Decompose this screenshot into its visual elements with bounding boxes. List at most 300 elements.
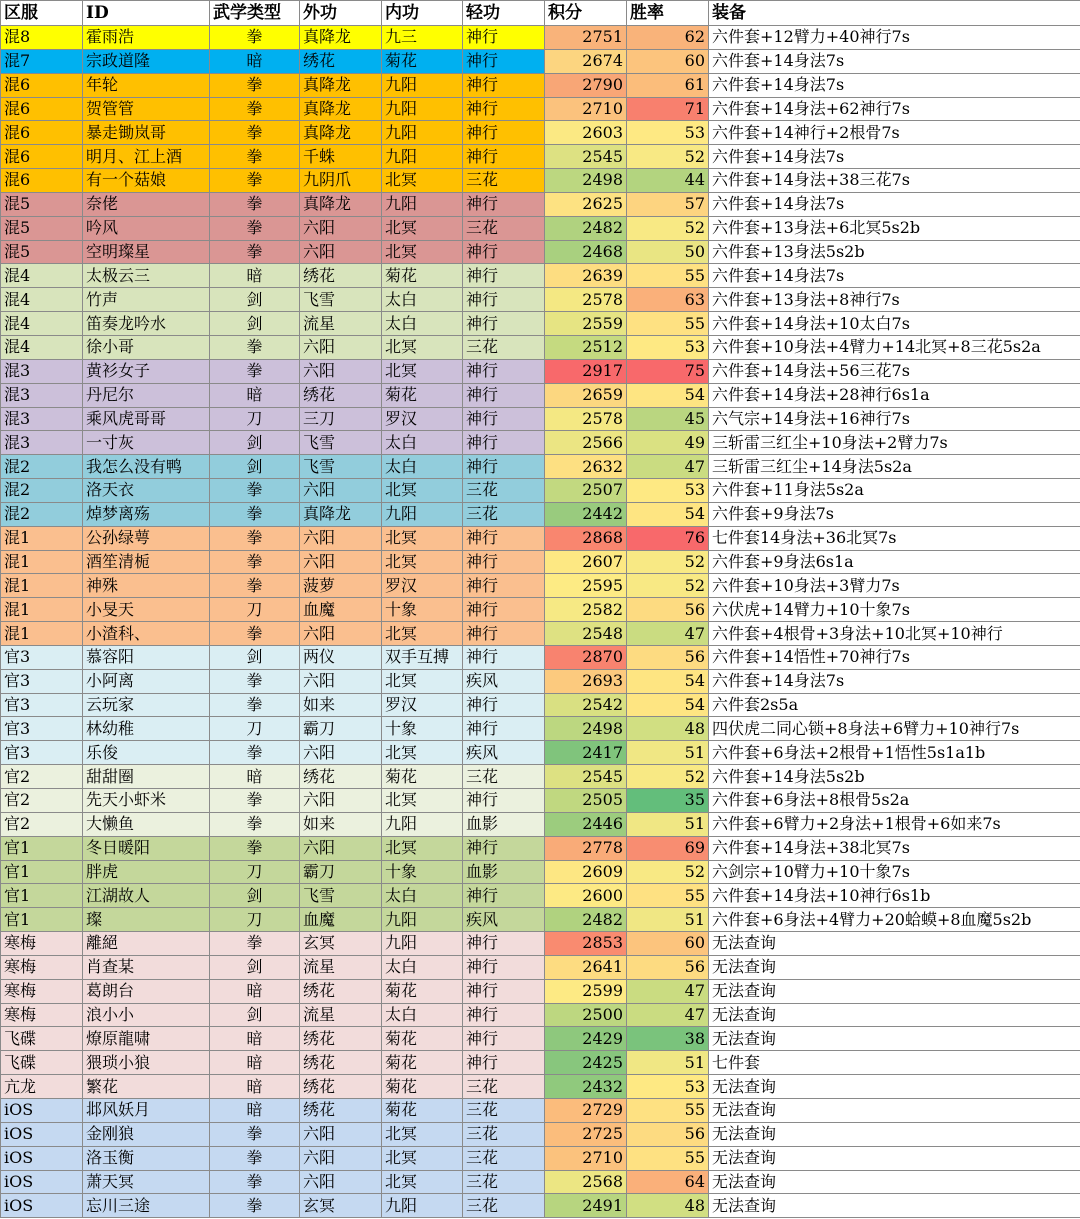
cell-inner[interactable]: 菊花 [382, 1051, 463, 1075]
cell-winrate[interactable]: 56 [627, 1122, 709, 1146]
cell-id[interactable]: 丹尼尔 [83, 383, 210, 407]
cell-type[interactable]: 剑 [210, 1003, 300, 1027]
cell-id[interactable]: 金刚狼 [83, 1122, 210, 1146]
cell-outer[interactable]: 绣花 [300, 1027, 382, 1051]
cell-outer[interactable]: 绣花 [300, 1098, 382, 1122]
cell-type[interactable]: 拳 [210, 1122, 300, 1146]
cell-id[interactable]: 明月、江上酒 [83, 145, 210, 169]
cell-id[interactable]: 小阿离 [83, 669, 210, 693]
cell-id[interactable]: 林幼稚 [83, 717, 210, 741]
cell-inner[interactable]: 菊花 [382, 49, 463, 73]
cell-outer[interactable]: 六阳 [300, 836, 382, 860]
cell-equip[interactable]: 无法查询 [709, 1122, 1080, 1146]
cell-equip[interactable]: 六件套+14身法7s [709, 669, 1080, 693]
cell-id[interactable]: 乐俊 [83, 741, 210, 765]
cell-light[interactable]: 神行 [463, 574, 545, 598]
cell-server[interactable]: 混6 [1, 73, 83, 97]
cell-type[interactable]: 剑 [210, 884, 300, 908]
cell-equip[interactable]: 六件套+14身法7s [709, 264, 1080, 288]
cell-equip[interactable]: 无法查询 [709, 979, 1080, 1003]
cell-light[interactable]: 三花 [463, 1170, 545, 1194]
cell-type[interactable]: 拳 [210, 1194, 300, 1218]
cell-score[interactable]: 2710 [545, 1146, 627, 1170]
cell-inner[interactable]: 太白 [382, 312, 463, 336]
cell-score[interactable]: 2425 [545, 1051, 627, 1075]
cell-outer[interactable]: 飞雪 [300, 884, 382, 908]
cell-type[interactable]: 拳 [210, 502, 300, 526]
cell-outer[interactable]: 绣花 [300, 383, 382, 407]
cell-equip[interactable]: 六件套+14身法+10太白7s [709, 312, 1080, 336]
cell-outer[interactable]: 千蛛 [300, 145, 382, 169]
cell-score[interactable]: 2710 [545, 97, 627, 121]
cell-type[interactable]: 拳 [210, 932, 300, 956]
cell-winrate[interactable]: 47 [627, 979, 709, 1003]
cell-score[interactable]: 2659 [545, 383, 627, 407]
header-score[interactable]: 积分 [545, 1, 627, 26]
cell-score[interactable]: 2446 [545, 812, 627, 836]
cell-outer[interactable]: 六阳 [300, 526, 382, 550]
cell-server[interactable]: 混5 [1, 192, 83, 216]
cell-light[interactable]: 神行 [463, 97, 545, 121]
cell-light[interactable]: 神行 [463, 407, 545, 431]
cell-type[interactable]: 拳 [210, 526, 300, 550]
cell-light[interactable]: 疾风 [463, 741, 545, 765]
cell-light[interactable]: 神行 [463, 932, 545, 956]
cell-id[interactable]: 酒笙清栀 [83, 550, 210, 574]
cell-score[interactable]: 2725 [545, 1122, 627, 1146]
cell-id[interactable]: 公孙绿萼 [83, 526, 210, 550]
cell-winrate[interactable]: 55 [627, 884, 709, 908]
cell-server[interactable]: 混6 [1, 169, 83, 193]
cell-equip[interactable]: 六件套+14身法5s2b [709, 765, 1080, 789]
cell-winrate[interactable]: 76 [627, 526, 709, 550]
cell-id[interactable]: 空明璨星 [83, 240, 210, 264]
cell-id[interactable]: 奈佬 [83, 192, 210, 216]
cell-equip[interactable]: 六件套+14身法7s [709, 192, 1080, 216]
cell-server[interactable]: 官3 [1, 741, 83, 765]
cell-type[interactable]: 拳 [210, 26, 300, 50]
cell-winrate[interactable]: 54 [627, 693, 709, 717]
cell-light[interactable]: 神行 [463, 1051, 545, 1075]
cell-inner[interactable]: 罗汉 [382, 407, 463, 431]
cell-id[interactable]: 竹声 [83, 288, 210, 312]
cell-equip[interactable]: 六件套+14身法+62神行7s [709, 97, 1080, 121]
cell-light[interactable]: 神行 [463, 145, 545, 169]
cell-id[interactable]: 離絕 [83, 932, 210, 956]
cell-inner[interactable]: 北冥 [382, 359, 463, 383]
cell-equip[interactable]: 六件套+6身法+8根骨5s2a [709, 789, 1080, 813]
cell-server[interactable]: 官3 [1, 645, 83, 669]
cell-outer[interactable]: 六阳 [300, 359, 382, 383]
cell-server[interactable]: 混4 [1, 288, 83, 312]
cell-id[interactable]: 浪小小 [83, 1003, 210, 1027]
cell-outer[interactable]: 飞雪 [300, 288, 382, 312]
cell-outer[interactable]: 六阳 [300, 479, 382, 503]
cell-light[interactable]: 神行 [463, 884, 545, 908]
cell-id[interactable]: 小渣科、 [83, 622, 210, 646]
cell-id[interactable]: 邶风妖月 [83, 1098, 210, 1122]
cell-inner[interactable]: 太白 [382, 955, 463, 979]
cell-light[interactable]: 神行 [463, 26, 545, 50]
cell-winrate[interactable]: 48 [627, 1194, 709, 1218]
cell-winrate[interactable]: 55 [627, 312, 709, 336]
cell-equip[interactable]: 六件套+14身法+38三花7s [709, 169, 1080, 193]
cell-outer[interactable]: 如来 [300, 693, 382, 717]
cell-server[interactable]: 官2 [1, 812, 83, 836]
cell-inner[interactable]: 太白 [382, 884, 463, 908]
cell-type[interactable]: 剑 [210, 645, 300, 669]
cell-winrate[interactable]: 69 [627, 836, 709, 860]
cell-winrate[interactable]: 71 [627, 97, 709, 121]
cell-type[interactable]: 刀 [210, 598, 300, 622]
cell-winrate[interactable]: 56 [627, 955, 709, 979]
cell-id[interactable]: 黄衫女子 [83, 359, 210, 383]
cell-light[interactable]: 神行 [463, 789, 545, 813]
cell-score[interactable]: 2599 [545, 979, 627, 1003]
cell-server[interactable]: 混1 [1, 574, 83, 598]
cell-outer[interactable]: 两仪 [300, 645, 382, 669]
cell-equip[interactable]: 三斩雷三红尘+10身法+2臂力7s [709, 431, 1080, 455]
cell-inner[interactable]: 菊花 [382, 264, 463, 288]
cell-inner[interactable]: 罗汉 [382, 693, 463, 717]
cell-score[interactable]: 2566 [545, 431, 627, 455]
cell-id[interactable]: 焯梦离殇 [83, 502, 210, 526]
cell-outer[interactable]: 六阳 [300, 1170, 382, 1194]
cell-outer[interactable]: 血魔 [300, 598, 382, 622]
cell-equip[interactable]: 六件套+14身法7s [709, 49, 1080, 73]
cell-type[interactable]: 暗 [210, 383, 300, 407]
cell-light[interactable]: 神行 [463, 312, 545, 336]
cell-server[interactable]: 官2 [1, 789, 83, 813]
cell-equip[interactable]: 六件套+6身法+4臂力+20蛤蟆+8血魔5s2b [709, 908, 1080, 932]
cell-type[interactable]: 拳 [210, 73, 300, 97]
cell-equip[interactable]: 无法查询 [709, 932, 1080, 956]
cell-inner[interactable]: 九阳 [382, 908, 463, 932]
cell-inner[interactable]: 九阳 [382, 145, 463, 169]
cell-id[interactable]: 宗政道隆 [83, 49, 210, 73]
cell-outer[interactable]: 血魔 [300, 908, 382, 932]
cell-light[interactable]: 疾风 [463, 669, 545, 693]
cell-light[interactable]: 神行 [463, 836, 545, 860]
cell-outer[interactable]: 三刀 [300, 407, 382, 431]
cell-light[interactable]: 三花 [463, 1146, 545, 1170]
cell-outer[interactable]: 飞雪 [300, 455, 382, 479]
cell-winrate[interactable]: 62 [627, 26, 709, 50]
cell-winrate[interactable]: 48 [627, 717, 709, 741]
cell-equip[interactable]: 七件套 [709, 1051, 1080, 1075]
cell-id[interactable]: 慕容阳 [83, 645, 210, 669]
cell-light[interactable]: 神行 [463, 73, 545, 97]
cell-type[interactable]: 拳 [210, 693, 300, 717]
cell-light[interactable]: 三花 [463, 1098, 545, 1122]
cell-winrate[interactable]: 53 [627, 335, 709, 359]
cell-type[interactable]: 拳 [210, 169, 300, 193]
cell-light[interactable]: 神行 [463, 526, 545, 550]
cell-server[interactable]: 混7 [1, 49, 83, 73]
cell-type[interactable]: 拳 [210, 669, 300, 693]
cell-equip[interactable]: 无法查询 [709, 1146, 1080, 1170]
cell-score[interactable]: 2607 [545, 550, 627, 574]
cell-outer[interactable]: 流星 [300, 312, 382, 336]
cell-light[interactable]: 三花 [463, 479, 545, 503]
cell-inner[interactable]: 北冥 [382, 836, 463, 860]
cell-type[interactable]: 剑 [210, 431, 300, 455]
cell-server[interactable]: 寒梅 [1, 1003, 83, 1027]
cell-inner[interactable]: 太白 [382, 288, 463, 312]
cell-type[interactable]: 拳 [210, 1146, 300, 1170]
cell-id[interactable]: 太极云三 [83, 264, 210, 288]
cell-light[interactable]: 神行 [463, 550, 545, 574]
cell-score[interactable]: 2542 [545, 693, 627, 717]
cell-type[interactable]: 拳 [210, 574, 300, 598]
cell-inner[interactable]: 太白 [382, 1003, 463, 1027]
cell-inner[interactable]: 九阳 [382, 192, 463, 216]
cell-server[interactable]: 官1 [1, 836, 83, 860]
cell-winrate[interactable]: 75 [627, 359, 709, 383]
cell-type[interactable]: 拳 [210, 359, 300, 383]
cell-server[interactable]: 官3 [1, 693, 83, 717]
cell-id[interactable]: 胖虎 [83, 860, 210, 884]
header-equip[interactable]: 装备 [709, 1, 1080, 26]
cell-light[interactable]: 神行 [463, 622, 545, 646]
cell-outer[interactable]: 六阳 [300, 622, 382, 646]
cell-id[interactable]: 燎原龍啸 [83, 1027, 210, 1051]
cell-light[interactable]: 三花 [463, 1122, 545, 1146]
cell-equip[interactable]: 六件套+12臂力+40神行7s [709, 26, 1080, 50]
header-outer[interactable]: 外功 [300, 1, 382, 26]
cell-score[interactable]: 2778 [545, 836, 627, 860]
cell-id[interactable]: 云玩家 [83, 693, 210, 717]
cell-winrate[interactable]: 51 [627, 812, 709, 836]
cell-inner[interactable]: 北冥 [382, 741, 463, 765]
cell-inner[interactable]: 北冥 [382, 1170, 463, 1194]
cell-inner[interactable]: 北冥 [382, 240, 463, 264]
cell-type[interactable]: 拳 [210, 479, 300, 503]
cell-equip[interactable]: 六件套+13身法5s2b [709, 240, 1080, 264]
cell-server[interactable]: 混3 [1, 383, 83, 407]
cell-equip[interactable]: 六件套+6身法+2根骨+1悟性5s1a1b [709, 741, 1080, 765]
cell-id[interactable]: 乘风虎哥哥 [83, 407, 210, 431]
cell-score[interactable]: 2578 [545, 407, 627, 431]
cell-winrate[interactable]: 49 [627, 431, 709, 455]
cell-outer[interactable]: 真降龙 [300, 73, 382, 97]
cell-server[interactable]: 混3 [1, 359, 83, 383]
cell-type[interactable]: 拳 [210, 836, 300, 860]
cell-server[interactable]: 混2 [1, 455, 83, 479]
cell-score[interactable]: 2625 [545, 192, 627, 216]
cell-server[interactable]: 混2 [1, 502, 83, 526]
cell-outer[interactable]: 真降龙 [300, 121, 382, 145]
cell-server[interactable]: 混3 [1, 431, 83, 455]
cell-light[interactable]: 三花 [463, 216, 545, 240]
cell-type[interactable]: 剑 [210, 312, 300, 336]
cell-server[interactable]: iOS [1, 1098, 83, 1122]
cell-winrate[interactable]: 52 [627, 574, 709, 598]
cell-type[interactable]: 拳 [210, 335, 300, 359]
cell-equip[interactable]: 六件套+6臂力+2身法+1根骨+6如来7s [709, 812, 1080, 836]
cell-inner[interactable]: 菊花 [382, 1098, 463, 1122]
cell-winrate[interactable]: 64 [627, 1170, 709, 1194]
cell-equip[interactable]: 六剑宗+10臂力+10十象7s [709, 860, 1080, 884]
cell-score[interactable]: 2674 [545, 49, 627, 73]
cell-inner[interactable]: 罗汉 [382, 574, 463, 598]
cell-winrate[interactable]: 55 [627, 1098, 709, 1122]
cell-equip[interactable]: 六件套+14身法+56三花7s [709, 359, 1080, 383]
cell-id[interactable]: 大懒鱼 [83, 812, 210, 836]
cell-id[interactable]: 肖查某 [83, 955, 210, 979]
cell-light[interactable]: 神行 [463, 955, 545, 979]
cell-server[interactable]: 混8 [1, 26, 83, 50]
cell-light[interactable]: 血影 [463, 812, 545, 836]
cell-equip[interactable]: 六件套+14身法7s [709, 145, 1080, 169]
cell-type[interactable]: 剑 [210, 955, 300, 979]
cell-inner[interactable]: 十象 [382, 717, 463, 741]
cell-winrate[interactable]: 52 [627, 216, 709, 240]
cell-winrate[interactable]: 52 [627, 765, 709, 789]
cell-id[interactable]: 忘川三途 [83, 1194, 210, 1218]
cell-light[interactable]: 神行 [463, 598, 545, 622]
cell-light[interactable]: 神行 [463, 288, 545, 312]
cell-inner[interactable]: 北冥 [382, 1122, 463, 1146]
cell-server[interactable]: iOS [1, 1194, 83, 1218]
cell-id[interactable]: 有一个菇娘 [83, 169, 210, 193]
cell-id[interactable]: 繁花 [83, 1075, 210, 1099]
cell-inner[interactable]: 九阳 [382, 73, 463, 97]
cell-equip[interactable]: 四伏虎二同心锁+8身法+6臂力+10神行7s [709, 717, 1080, 741]
cell-score[interactable]: 2491 [545, 1194, 627, 1218]
cell-server[interactable]: iOS [1, 1146, 83, 1170]
cell-score[interactable]: 2548 [545, 622, 627, 646]
cell-id[interactable]: 年轮 [83, 73, 210, 97]
cell-light[interactable]: 三花 [463, 169, 545, 193]
cell-winrate[interactable]: 52 [627, 860, 709, 884]
cell-inner[interactable]: 菊花 [382, 1027, 463, 1051]
cell-server[interactable]: 混4 [1, 335, 83, 359]
cell-winrate[interactable]: 35 [627, 789, 709, 813]
cell-id[interactable]: 洛玉衡 [83, 1146, 210, 1170]
cell-winrate[interactable]: 54 [627, 383, 709, 407]
cell-id[interactable]: 霍雨浩 [83, 26, 210, 50]
header-server[interactable]: 区服 [1, 1, 83, 26]
cell-winrate[interactable]: 51 [627, 908, 709, 932]
cell-light[interactable]: 神行 [463, 431, 545, 455]
cell-score[interactable]: 2693 [545, 669, 627, 693]
cell-winrate[interactable]: 52 [627, 145, 709, 169]
cell-equip[interactable]: 六件套+14身法+10神行6s1b [709, 884, 1080, 908]
cell-equip[interactable]: 六伏虎+14臂力+10十象7s [709, 598, 1080, 622]
cell-inner[interactable]: 北冥 [382, 1146, 463, 1170]
cell-outer[interactable]: 真降龙 [300, 502, 382, 526]
cell-outer[interactable]: 玄冥 [300, 932, 382, 956]
cell-id[interactable]: 萧天冥 [83, 1170, 210, 1194]
cell-winrate[interactable]: 53 [627, 121, 709, 145]
cell-score[interactable]: 2595 [545, 574, 627, 598]
cell-inner[interactable]: 北冥 [382, 550, 463, 574]
cell-inner[interactable]: 北冥 [382, 479, 463, 503]
cell-server[interactable]: iOS [1, 1122, 83, 1146]
header-winrate[interactable]: 胜率 [627, 1, 709, 26]
cell-equip[interactable]: 无法查询 [709, 1194, 1080, 1218]
cell-outer[interactable]: 六阳 [300, 335, 382, 359]
cell-equip[interactable]: 六件套+14悟性+70神行7s [709, 645, 1080, 669]
cell-winrate[interactable]: 54 [627, 502, 709, 526]
cell-type[interactable]: 拳 [210, 789, 300, 813]
cell-inner[interactable]: 菊花 [382, 765, 463, 789]
cell-winrate[interactable]: 53 [627, 1075, 709, 1099]
cell-server[interactable]: 混5 [1, 216, 83, 240]
cell-id[interactable]: 璨 [83, 908, 210, 932]
cell-score[interactable]: 2545 [545, 145, 627, 169]
cell-score[interactable]: 2545 [545, 765, 627, 789]
cell-score[interactable]: 2868 [545, 526, 627, 550]
cell-inner[interactable]: 双手互搏 [382, 645, 463, 669]
cell-winrate[interactable]: 63 [627, 288, 709, 312]
cell-inner[interactable]: 北冥 [382, 169, 463, 193]
cell-winrate[interactable]: 57 [627, 192, 709, 216]
cell-equip[interactable]: 六件套+14身法7s [709, 73, 1080, 97]
cell-light[interactable]: 神行 [463, 383, 545, 407]
cell-server[interactable]: 飞碟 [1, 1051, 83, 1075]
header-inner[interactable]: 内功 [382, 1, 463, 26]
cell-light[interactable]: 神行 [463, 192, 545, 216]
cell-id[interactable]: 小旻天 [83, 598, 210, 622]
cell-score[interactable]: 2512 [545, 335, 627, 359]
cell-outer[interactable]: 菠萝 [300, 574, 382, 598]
cell-winrate[interactable]: 52 [627, 550, 709, 574]
cell-type[interactable]: 剑 [210, 288, 300, 312]
cell-score[interactable]: 2507 [545, 479, 627, 503]
cell-equip[interactable]: 六件套+14身法+38北冥7s [709, 836, 1080, 860]
cell-light[interactable]: 神行 [463, 979, 545, 1003]
cell-light[interactable]: 神行 [463, 645, 545, 669]
cell-inner[interactable]: 菊花 [382, 979, 463, 1003]
cell-equip[interactable]: 六件套+13身法+6北冥5s2b [709, 216, 1080, 240]
cell-type[interactable]: 暗 [210, 1027, 300, 1051]
cell-outer[interactable]: 绣花 [300, 765, 382, 789]
cell-winrate[interactable]: 60 [627, 49, 709, 73]
cell-winrate[interactable]: 51 [627, 1051, 709, 1075]
cell-winrate[interactable]: 60 [627, 932, 709, 956]
cell-server[interactable]: 寒梅 [1, 955, 83, 979]
cell-inner[interactable]: 北冥 [382, 669, 463, 693]
cell-light[interactable]: 神行 [463, 240, 545, 264]
cell-outer[interactable]: 真降龙 [300, 192, 382, 216]
cell-equip[interactable]: 六件套+14身法+28神行6s1a [709, 383, 1080, 407]
cell-equip[interactable]: 无法查询 [709, 1170, 1080, 1194]
cell-score[interactable]: 2500 [545, 1003, 627, 1027]
cell-equip[interactable]: 六件套2s5a [709, 693, 1080, 717]
cell-score[interactable]: 2442 [545, 502, 627, 526]
cell-id[interactable]: 徐小哥 [83, 335, 210, 359]
cell-server[interactable]: 混4 [1, 264, 83, 288]
cell-inner[interactable]: 九阳 [382, 97, 463, 121]
cell-type[interactable]: 拳 [210, 622, 300, 646]
cell-server[interactable]: 官3 [1, 717, 83, 741]
cell-score[interactable]: 2559 [545, 312, 627, 336]
cell-outer[interactable]: 真降龙 [300, 97, 382, 121]
cell-type[interactable]: 刀 [210, 860, 300, 884]
cell-id[interactable]: 我怎么没有鸭 [83, 455, 210, 479]
cell-score[interactable]: 2729 [545, 1098, 627, 1122]
cell-inner[interactable]: 太白 [382, 431, 463, 455]
cell-id[interactable]: 笛奏龙吟水 [83, 312, 210, 336]
cell-score[interactable]: 2429 [545, 1027, 627, 1051]
cell-winrate[interactable]: 53 [627, 479, 709, 503]
cell-winrate[interactable]: 47 [627, 622, 709, 646]
cell-type[interactable]: 暗 [210, 49, 300, 73]
cell-winrate[interactable]: 47 [627, 1003, 709, 1027]
cell-winrate[interactable]: 61 [627, 73, 709, 97]
